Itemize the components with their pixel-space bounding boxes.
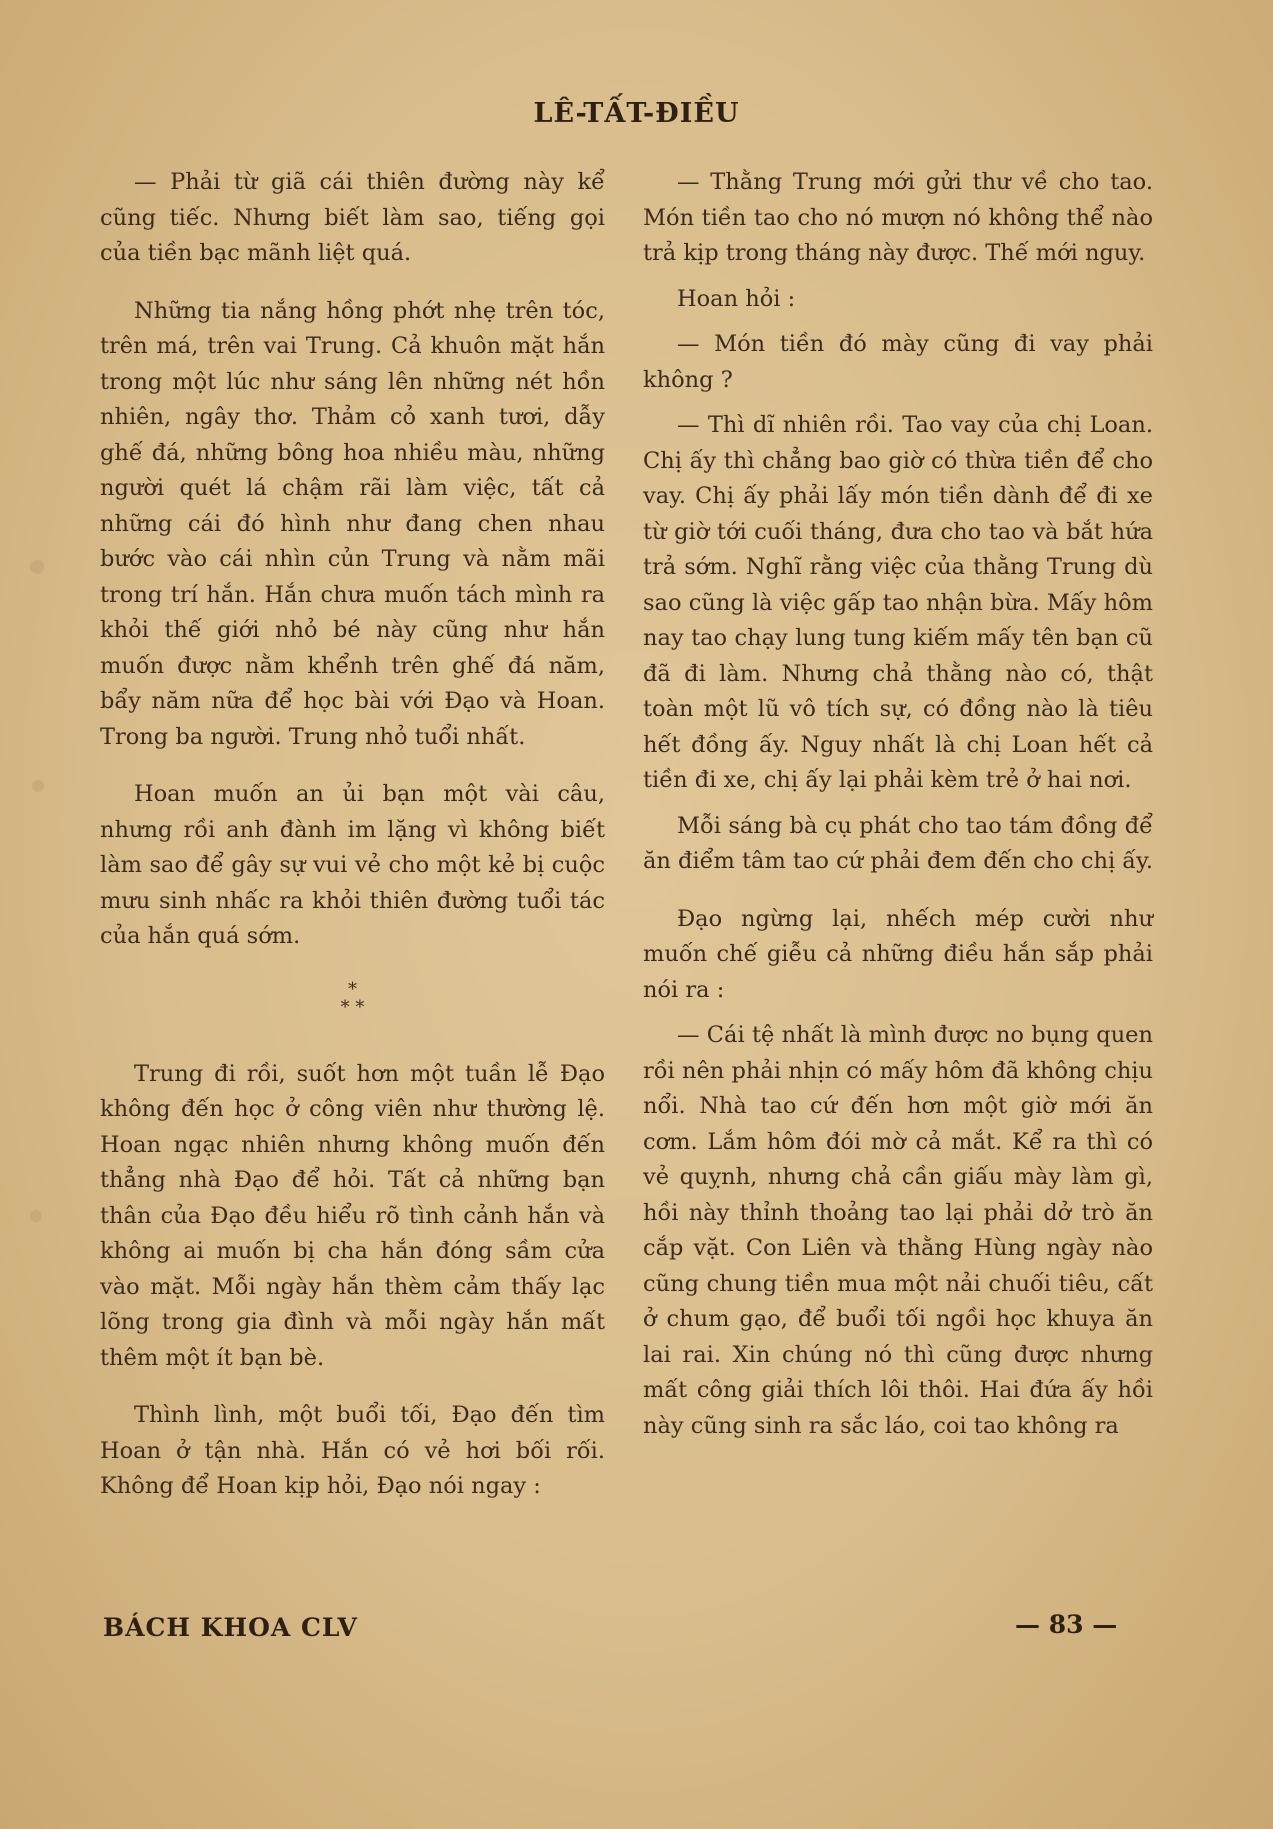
page-number: — 83 — xyxy=(1015,1610,1118,1639)
paragraph: — Món tiền đó mày cũng đi vay phải không ? xyxy=(643,331,1153,393)
page-header-author: LÊ-TẤT-ĐIỀU xyxy=(533,98,740,129)
paragraph: Hoan hỏi : xyxy=(677,285,796,312)
left-column xyxy=(100,165,605,1527)
separator-star-top: * xyxy=(348,978,357,1000)
paper-stain xyxy=(30,1210,42,1222)
paragraph: — Phải từ giã cái thiên đường này kể cũng tiếc. Nhưng biết làm sao, tiếng gọi của tiền bạc mãnh liệt quá. xyxy=(100,169,605,266)
paragraph: Trung đi rồi, suốt hơn một tuần lễ Đạo không đến học ở công viên như thường lệ. Hoan ngạc nhiên nhưng không muốn đến thẳng nhà Đạo để hỏi. Tất cả những bạn thân của Đạo đều hiểu rõ tình cảnh hắn và không ai muốn bị cha hắn đóng sầm cửa vào mặt. Mỗi ngày hắn thèm cảm thấy lạc lõng trong gia đình và mỗi ngày hắn mất thêm một ít bạn bè. xyxy=(100,1060,605,1371)
paragraph: Những tia nắng hồng phớt nhẹ trên tóc, trên má, trên vai Trung. Cả khuôn mặt hắn trong một lúc như sáng lên những nét hồn nhiên, ngây thơ. Thảm cỏ xanh tươi, dẫy ghế đá, những bông hoa nhiều màu, những người quét lá chậm rãi làm việc, tất cả những cái đó hình như đang chen nhau bước vào cái nhìn củn Trung và nằm mãi trong trí hắn. Hắn chưa muốn tách mình ra khỏi thế giới nhỏ bé này cũng như hắn muốn được nằm khểnh trên ghế đá năm, bẩy năm nữa để học bài với Đạo và Hoan. Trong ba người. Trung nhỏ tuổi nhất. xyxy=(100,297,605,750)
separator-star-bottom: * * xyxy=(340,996,365,1018)
paragraph: Mỗi sáng bà cụ phát cho tao tám đồng để ăn điểm tâm tao cứ phải đem đến cho chị ấy. xyxy=(643,812,1153,874)
paragraph: — Cái tệ nhất là mình được no bụng quen rồi nên phải nhịn có mấy hôm đã không chịu nổi. Nhà tao cứ đến hơn một giờ mới ăn cơm. Lắm hôm đói mờ cả mắt. Kể ra thì có vẻ quỵnh, nhưng chả cần giấu mày làm gì, hồi này thỉnh thoảng tao lại phải dở trò ăn cắp vặt. Con Liên và thằng Hùng ngày nào cũng chung tiền mua một nải chuối tiêu, cất ở chum gạo, để buổi tối ngồi học khuya ăn lai rai. Xin chúng nó thì cũng được nhưng mất công giải thích lôi thôi. Hai đứa ấy hồi này cũng sinh ra sắc láo, coi tao không ra xyxy=(643,1022,1153,1439)
section-separator xyxy=(100,978,605,1018)
paragraph: Thình lình, một buổi tối, Đạo đến tìm Hoan ở tận nhà. Hắn có vẻ hơi bối rối. Không để Hoan kịp hỏi, Đạo nói ngay : xyxy=(100,1402,605,1499)
paper-stain xyxy=(30,560,44,574)
paragraph: Hoan muốn an ủi bạn một vài câu, nhưng rồi anh đành im lặng vì không biết làm sao để gây sự vui vẻ cho một kẻ bị cuộc mưu sinh nhấc ra khỏi thiên đường tuổi tác của hắn quá sớm. xyxy=(100,781,605,949)
right-column xyxy=(643,165,1153,1466)
paragraph: Đạo ngừng lại, nhếch mép cười như muốn chế giễu cả những điều hắn sắp phải nói ra : xyxy=(643,905,1153,1003)
publication-name: BÁCH KHOA CLV xyxy=(103,1613,358,1642)
paragraph: — Thì dĩ nhiên rồi. Tao vay của chị Loan. Chị ấy thì chẳng bao giờ có thừa tiền để cho vay. Chị ấy phải lấy món tiền dành để đi xe từ giờ tới cuối tháng, đưa cho tao và bắt hứa trả sớm. Nghĩ rằng việc của thằng Trung dù sao cũng là việc gấp tao nhận bừa. Mấy hôm nay tao chạy lung tung kiếm mấy tên bạn cũ đã đi làm. Nhưng chả thằng nào có, thật toàn một lũ vô tích sự, có đồng nào là tiêu hết đồng ấy. Nguy nhất là chị Loan hết cả tiền đi xe, chị ấy lại phải kèm trẻ ở hai nơi. xyxy=(643,412,1153,793)
paper-stain xyxy=(32,780,44,792)
paragraph: — Thằng Trung mới gửi thư về cho tao. Món tiền tao cho nó mượn nó không thể nào trả kịp trong tháng này được. Thế mới nguy. xyxy=(643,169,1153,266)
